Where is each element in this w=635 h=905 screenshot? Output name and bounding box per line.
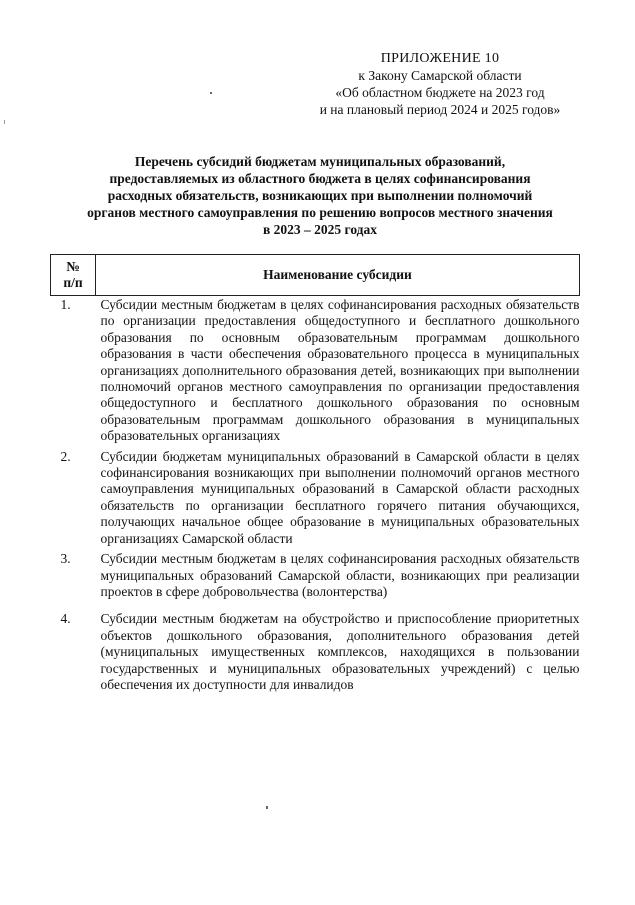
header-name-cell: Наименование субсидии — [96, 255, 580, 296]
table-row — [51, 448, 580, 550]
table-row — [51, 610, 580, 696]
appendix-law-period: и на плановый период 2024 и 2025 годов» — [319, 102, 561, 117]
title-line-2: предоставляемых из областного бюджета в целях софинансирования — [109, 171, 531, 186]
header-number-sign: № — [66, 259, 80, 274]
title-line-1: Перечень субсидий бюджетам муниципальных образований, — [134, 154, 506, 169]
appendix-number: ПРИЛОЖЕНИЕ 10 — [380, 51, 500, 66]
document-title — [30, 153, 610, 238]
title-line-3: расходных обязательств, возникающих при выполнении полномочий — [107, 188, 533, 203]
scan-speck — [266, 806, 268, 809]
row-number: 1. — [60, 297, 71, 312]
table-header-row — [51, 255, 580, 296]
title-line-5: в 2023 – 2025 годах — [262, 222, 378, 237]
row-text: Субсидии местным бюджетам в целях софинансирования расходных обязательств по организации предоставления общедоступного и бесплатного дошкольного образования по основным образовательным программам дошкольного образования в части обеспечения образовательного процесса в муниципальных организациях дополнительного образования детей, возникающих при выполнении полномочий органов местного самоуправления по организации предоставления общедоступного и бесплатного дошкольного образования по основным образовательным программам дошкольного образования в муниципальных образовательных организациях — [100, 297, 580, 444]
appendix-law-ref: к Закону Самарской области — [358, 68, 522, 83]
title-line-4: органов местного самоуправления по решению вопросов местного значения — [87, 205, 553, 220]
row-text: Субсидии местным бюджетам в целях софинансирования расходных обязательств муниципальных образований Самарской области, возникающих при реализации проектов в сфере добровольчества (волонтерства) — [100, 551, 580, 599]
row-number: 2. — [60, 448, 71, 464]
appendix-header — [290, 50, 590, 118]
appendix-law-title: «Об областном бюджете на 2023 год — [335, 85, 545, 100]
subsidy-table — [50, 254, 580, 696]
header-number-abbr: п/п — [63, 275, 83, 290]
row-spacer — [51, 603, 580, 610]
scan-speck — [4, 120, 5, 124]
row-number: 4. — [60, 611, 71, 627]
table-row — [51, 296, 580, 448]
header-number-cell — [51, 255, 96, 296]
table-row — [51, 550, 580, 603]
scan-speck — [210, 92, 212, 94]
row-number: 3. — [60, 551, 71, 567]
row-text: Субсидии местным бюджетам на обустройство и приспособление приоритетных объектов дошкольного образования, дополнительного образования детей (муниципальных имущественных комплексов, находящихся в пользовании государственных и муниципальных образовательных учреждений) с целью обеспечения их доступности для инвалидов — [100, 611, 580, 692]
row-text: Субсидии бюджетам муниципальных образований в Самарской области в целях софинансирования возникающих при выполнении полномочий органов местного самоуправления муниципальных образований в Самарской области расходных обязательств по организации бесплатного горячего питания обучающихся, получающих начальное общее образование в муниципальных образовательных организациях Самарской области — [100, 448, 580, 546]
